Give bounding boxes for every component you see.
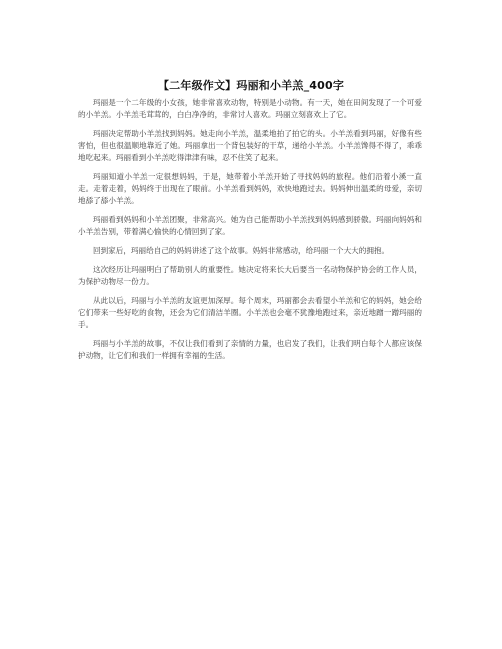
paragraph: 玛丽是一个二年级的小女孩，她非常喜欢动物，特别是小动物。有一天，她在田间发现了一个可爱的小羊羔。小羊羔毛茸茸的，白白净净的，非常讨人喜欢。玛丽立刻喜欢上了它。 [78, 98, 422, 120]
paragraph: 回到家后，玛丽给自己的妈妈讲述了这个故事。妈妈非常感动，给玛丽一个大大的拥抱。 [93, 246, 390, 256]
document-title: 【二年级作文】玛丽和小羊羔_400字 [157, 79, 345, 92]
paragraph: 玛丽看到妈妈和小羊羔团聚，非常高兴。她为自己能帮助小羊羔找到妈妈感到骄傲。玛丽向妈妈和小羊羔告别，带着满心愉快的心情回到了家。 [78, 215, 422, 237]
paragraph: 玛丽与小羊羔的故事，不仅让我们看到了亲情的力量，也启发了我们，让我们明白每个人都应该保护动物，让它们和我们一样拥有幸福的生活。 [78, 338, 422, 360]
document-body [78, 97, 422, 369]
paragraph: 这次经历让玛丽明白了帮助别人的重要性。她决定将来长大后要当一名动物保护协会的工作人员，为保护动物尽一份力。 [78, 264, 422, 286]
paragraph: 玛丽知道小羊羔一定很想妈妈，于是，她带着小羊羔开始了寻找妈妈的旅程。他们沿着小溪一直走。走着走着，妈妈终于出现在了眼前。小羊羔看到妈妈，欢快地跑过去。妈妈伸出温柔的母爱，亲切地舔了舔小羊羔。 [78, 172, 422, 206]
paragraph: 从此以后，玛丽与小羊羔的友谊更加深厚。每个周末，玛丽都会去看望小羊羔和它的妈妈，她会给它们带来一些好吃的食物，还会为它们清洁羊圈。小羊羔也会毫不犹豫地跑过来，亲近地蹭一蹭玛丽的手。 [78, 295, 422, 330]
paragraph: 玛丽决定帮助小羊羔找到妈妈。她走向小羊羔，温柔地拍了拍它的头。小羊羔看到玛丽，好像有些害怕，但也很温顺地靠近了她。玛丽拿出一个背包装好的干草，递给小羊羔。小羊羔馋得不得了，乖乖地吃起来。玛丽看到小羊羔吃得津津有味，忍不住笑了起来。 [78, 128, 422, 163]
